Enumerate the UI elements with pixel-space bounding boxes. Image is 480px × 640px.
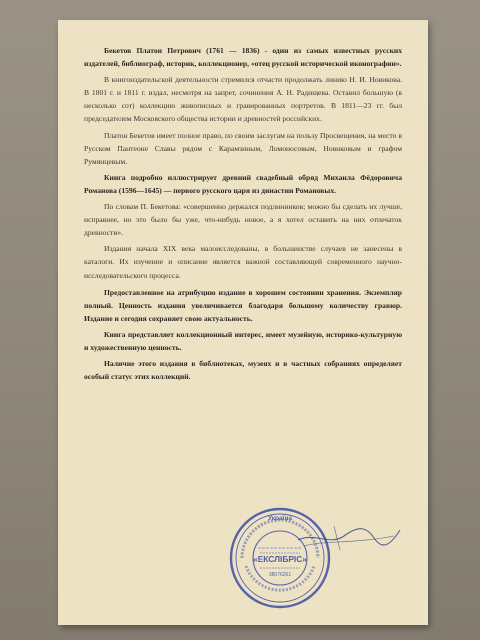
paragraph-2: В книгоиздательской деятельности стремился отчасти продолжать линию Н. И. Новикова. В 1801 г. и 1811 г. издал, несмотря на запрет, сочинения А. Н. Радищева. Оставил большую (в несколько сот) коллекцию живописных и гравированных портретов. В 1811—23 гг. был председателем Московского общества истории и древностей российских.	[84, 75, 402, 124]
handwritten-signature	[294, 516, 404, 556]
stamp-center-text: «ЕКСЛІБРІС»	[253, 554, 307, 564]
paragraph-4: Книга подробно иллюстрирует древний свадебный обряд Михаила Фёдоровича Романова (1596—1645) — первого русского царя из династии Романовых.	[84, 172, 402, 195]
stamp-code: 38076261	[268, 572, 292, 578]
paragraph-1: Бекетов Платон Петрович (1761 — 1836) - один из самых известных русских издателей, библиограф, историк, коллекционер, «отец русской исторической иконографии».	[84, 46, 402, 69]
stamp-outer-text: Україна	[267, 515, 293, 522]
paragraph-7: Предоставленное на атрибуцию издание в хорошем состоянии хранения. Экземпляр полный. Ценность издания увеличивается благодаря большому количеству гравюр. Издание и сегодня сохраняет свою актуальность.	[84, 287, 402, 323]
paragraph-8: Книга представляет коллекционный интерес, имеет музейную, историко-культурную и художественную ценность.	[84, 329, 402, 352]
paragraph-5: По словам П. Бекетова: «совершенно держался подлинников; можно бы сделать их лучше, исправнее, но это было бы уже, что-нибудь новое, а я хотел оставить на них отпечаток древности».	[84, 202, 402, 238]
paragraph-3: Платон Бекетов имеет полное право, по своим заслугам на пользу Просвещения, на место в Русском Пантеоне Славы рядом с Карамзиным, Ломоносовым, Новиковым и графом Румянцевым.	[84, 130, 402, 166]
document-body	[84, 44, 402, 386]
document-sheet	[58, 20, 428, 625]
paragraph-6: Издания начала XIX века малоисследованы, в большинстве случаев не занесены в каталоги. Их изучение и описание является важной составляющей современного научно-исследовательского процесса.	[84, 244, 402, 280]
paragraph-9: Наличие этого издания в библиотеках, музеях и в частных собраниях определяет особый статус этих коллекций.	[84, 359, 402, 382]
